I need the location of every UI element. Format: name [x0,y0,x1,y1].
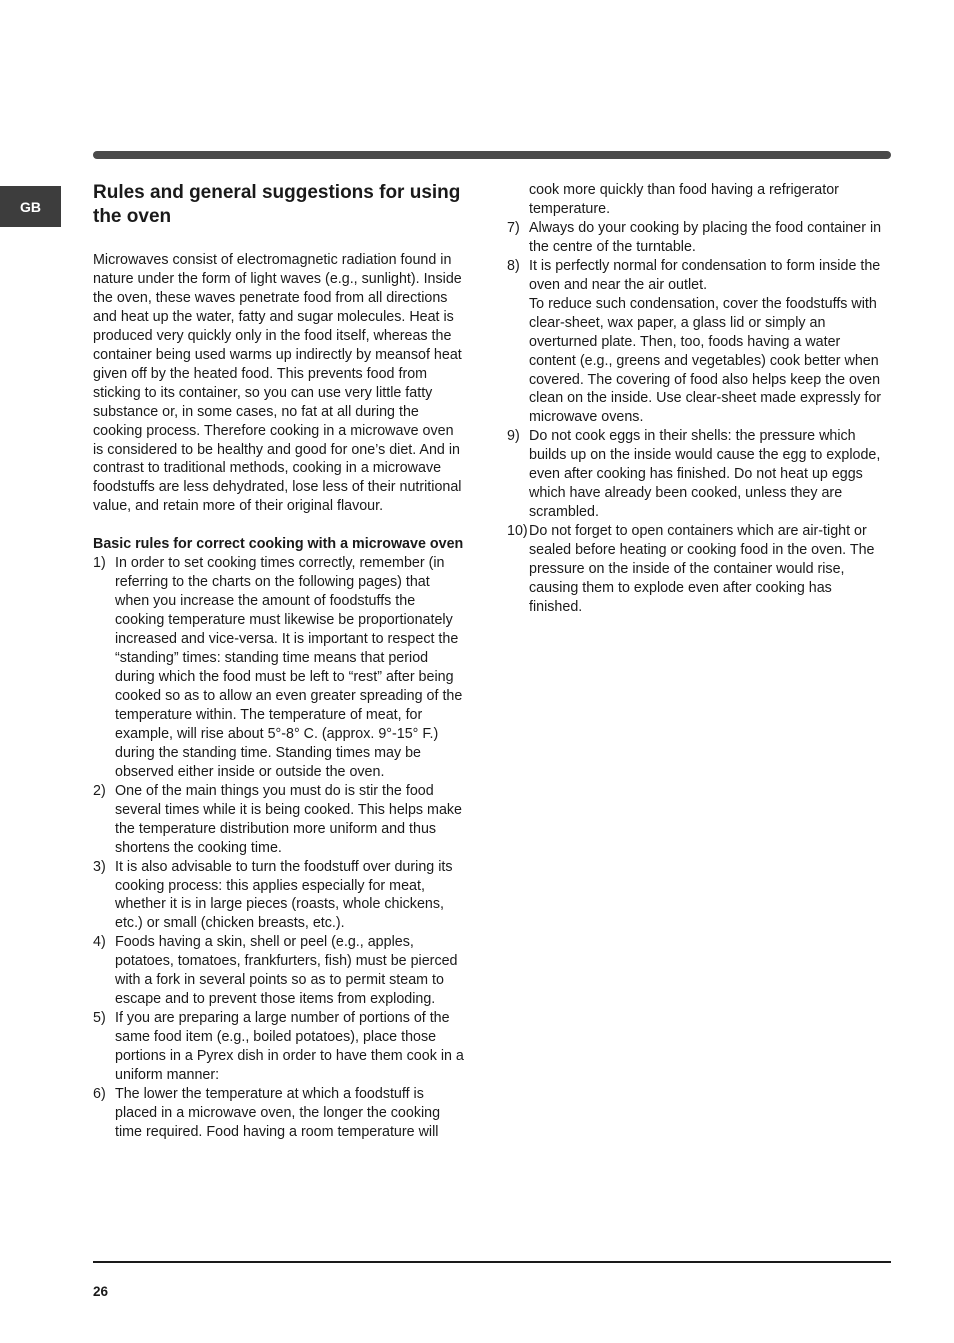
list-item-text: If you are preparing a large number of portions of the same food item (e.g., boiled potatoes), place those portions in a Pyrex dish in order to have them cook in a uniform manner: [115,1010,464,1084]
section-subheading: Basic rules for correct cooking with a microwave oven [93,536,464,553]
list-item [507,257,882,428]
list-item-text: It is also advisable to turn the foodstuff over during its cooking process: this applies especially for meat, whether it is in large pieces (roasts, whole chickens, etc.) or small (chicken breasts, etc.). [115,858,453,932]
list-item [93,1085,465,1142]
list-item-text-continued: To reduce such condensation, cover the foodstuffs with clear-sheet, wax paper, a glass lid or simply an overturned plate. Then, too, foods having a water content (e.g., greens and vegetables) cook better when covered. The covering of food also helps keep the oven clean on the inside. Use clear-sheet made expressly for microwave ovens. [529,295,882,426]
list-item [93,858,465,934]
list-item-number: 7) [507,219,520,236]
list-item-text: Foods having a skin, shell or peel (e.g., apples, potatoes, tomatoes, frankfurters, fish) must be pierced with a fork in several points so as to permit steam to escape and to prevent those items from exploding. [115,934,458,1008]
list-item-number: 9) [507,428,520,445]
list-item-number: 4) [93,934,106,951]
list-item [93,1009,465,1085]
list-item [507,522,882,617]
list-item [93,554,465,781]
right-column [507,181,882,617]
list-item [93,782,465,858]
list-item-text: Always do your cooking by placing the food container in the centre of the turntable. [529,219,882,255]
list-item-number: 2) [93,782,106,799]
list-item-text: Do not forget to open containers which are air-tight or sealed before heating or cooking food in the oven. The pressure on the inside of the container would rise, causing them to explode even after cooking has finished. [529,523,875,615]
list-item-text: In order to set cooking times correctly, remember (in referring to the charts on the following pages) that when you increase the amount of foodstuffs the cooking temperature must likewise be proportionately increased and vice-versa. It is important to respect the “standing” times: standing time means that period during which the food must be left to “rest” after being cooked so as to allow an even greater spreading of the temperature within. The temperature of meat, for example, will rise about 5°-8° C. (approx. 9°-15° F.) during the standing time. Standing times may be observed either inside or outside the oven. [115,555,463,780]
list-item-number: 8) [507,257,520,274]
list-item-number: 3) [93,858,106,875]
rules-list-right [507,219,882,617]
rules-list-left [93,554,465,1142]
list-item [93,933,465,1009]
left-column [93,181,465,1142]
list-item-text: It is perfectly normal for condensation to form inside the oven and near the air outlet. [529,257,881,293]
rule-6-continuation: cook more quickly than food having a refrigerator temperature. [529,182,839,217]
list-item-text: The lower the temperature at which a foodstuff is placed in a microwave oven, the longer the cooking time required. Food having a room temperature will [115,1085,441,1140]
top-divider-bar [93,151,891,159]
list-item [507,427,882,522]
page-number: 26 [93,1284,109,1299]
list-item-text: Do not cook eggs in their shells: the pressure which builds up on the inside would cause the egg to explode, even after cooking has finished. Do not heat up eggs which have already been cooked, unless they are scrambled. [529,428,881,521]
intro-paragraph: Microwaves consist of electromagnetic radiation found in nature under the form of light waves (e.g., sunlight). Inside the oven, these waves penetrate food from all directions and heat up the water, fatty and sugar molecules. Heat is produced very quickly only in the food itself, whereas the container being used warms up indirectly by meansof heat given off by the heated food. This prevents food from sticking to its container, so you can use very little fatty substance or, in some cases, no fat at all during the cooking process. Therefore cooking in a microwave oven is considered to be healthy and good for one’s diet. And in contrast to traditional methods, cooking in a microwave foodstuffs are less dehydrated, lose less of their nutritional value, and retain more of their original flavour. [93,252,462,515]
bottom-divider [93,1261,891,1263]
list-item-number: 1) [93,555,106,572]
list-item [507,219,882,257]
list-item-number: 10) [507,523,528,540]
page-title: Rules and general suggestions for using the oven [93,182,461,227]
list-item-text: One of the main things you must do is stir the food several times while it is being cooked. This helps make the temperature distribution more uniform and thus shortens the cooking time. [115,782,462,856]
list-item-number: 6) [93,1085,106,1102]
language-tab: GB [0,186,61,227]
list-item-number: 5) [93,1010,106,1027]
